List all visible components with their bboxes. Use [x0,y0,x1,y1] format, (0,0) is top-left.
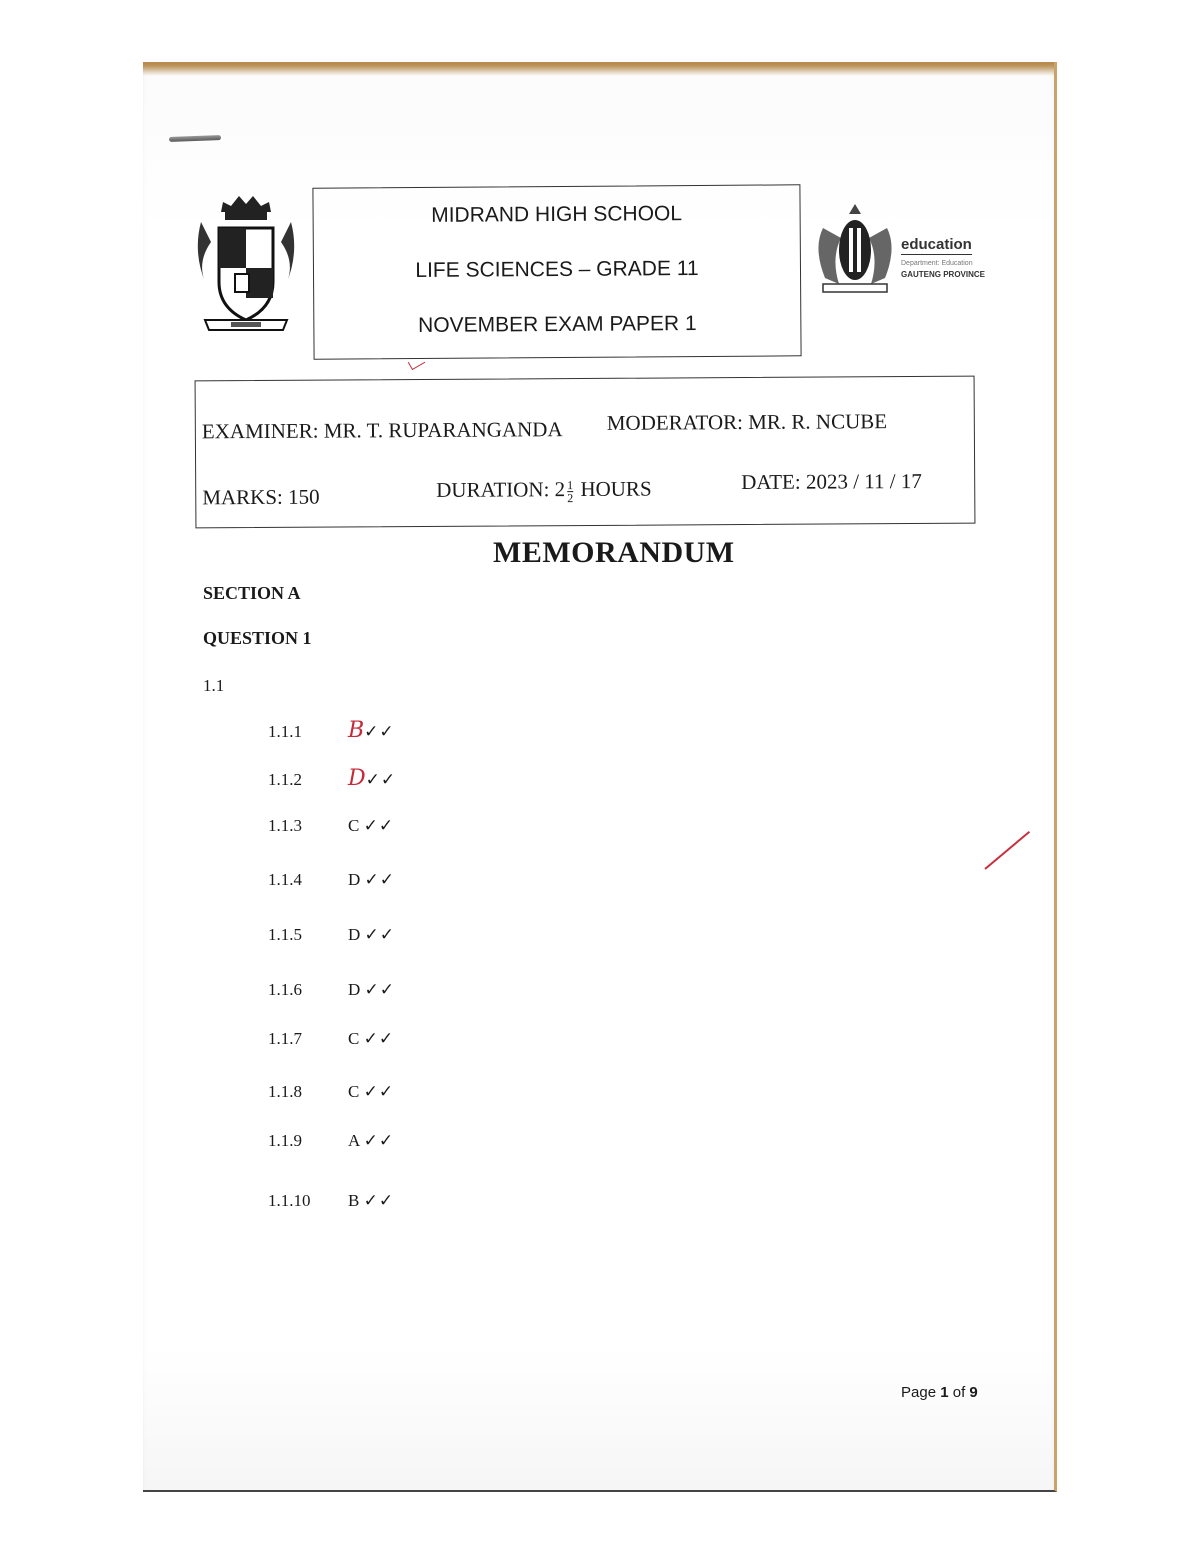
answer-letter: C [348,1029,360,1048]
answer-row [268,718,395,743]
answer-letter: C [348,816,360,835]
question-number: 1.1.2 [268,770,302,789]
answer-row [268,1082,394,1102]
question-number: 1.1.6 [268,980,302,999]
exam-info-box [195,376,976,529]
question-heading: QUESTION 1 [203,628,312,648]
answer-letter: B [348,718,365,743]
answer-row [268,766,396,791]
exam-page [143,62,1057,1492]
memorandum-title: MEMORANDUM [493,536,735,569]
examiner: EXAMINER: MR. T. RUPARANGANDA [201,417,563,444]
tick-marks: ✓✓ [363,1191,395,1210]
answer-letter: D [348,925,361,944]
tick-marks: ✓✓ [364,722,395,741]
tick-marks: ✓✓ [364,870,396,889]
question-number: 1.1.8 [268,1082,302,1101]
education-logo-text: education [901,236,972,253]
education-logo-subtitle: Department: Education [901,260,973,267]
answer-letter: C [348,1082,360,1101]
subquestion-number: 1.1 [203,676,225,695]
question-number: 1.1.3 [268,816,302,835]
tick-marks: ✓✓ [363,1029,395,1048]
paper-title: NOVEMBER EXAM PAPER 1 [418,312,697,337]
tick-marks: ✓✓ [363,816,395,835]
answer-row [268,1191,394,1211]
duration [436,477,652,505]
page-current: 1 [940,1384,949,1401]
duration-unit: HOURS [580,476,652,502]
answer-row [268,816,394,836]
section-heading: SECTION A [203,583,301,603]
question-number: 1.1.1 [268,722,302,741]
answer-letter: A [348,1131,360,1150]
school-crest-icon [191,182,301,332]
answer-row [268,1029,394,1049]
question-number: 1.1.5 [268,925,302,944]
page-of: of [952,1384,966,1401]
answer-row [268,870,395,890]
title-box [312,184,801,359]
question-number: 1.1.7 [268,1029,302,1048]
tick-marks: ✓✓ [365,770,397,789]
answer-letter: D [348,870,361,889]
answer-row [268,980,395,1000]
tick-marks: ✓✓ [364,980,396,999]
page-number [901,1384,978,1401]
tick-marks: ✓✓ [363,1082,395,1101]
duration-label: DURATION: 2 [436,477,566,502]
answer-row [268,1131,394,1151]
school-name: MIDRAND HIGH SCHOOL [431,202,683,227]
question-number: 1.1.9 [268,1131,302,1150]
education-logo-province: GAUTENG PROVINCE [901,270,986,279]
subject-title: LIFE SCIENCES – GRADE 11 [415,257,699,282]
tick-marks: ✓✓ [364,925,396,944]
answer-row [268,925,395,945]
fraction-denominator: 2 [567,490,574,505]
page-total: 9 [969,1384,978,1401]
red-pen-stroke [984,831,1030,870]
answer-letter: B [348,1191,360,1210]
moderator: MODERATOR: MR. R. NCUBE [606,409,888,435]
question-number: 1.1.10 [268,1191,311,1210]
duration-fraction [567,479,573,504]
answer-letter: D [348,766,366,791]
marks: MARKS: 150 [202,484,320,510]
page-word: Page [901,1384,937,1401]
paper-top-edge [143,62,1054,76]
fraction-numerator: 1 [567,477,574,492]
question-number: 1.1.4 [268,870,302,889]
exam-date: DATE: 2023 / 11 / 17 [741,468,922,495]
answer-letter: D [348,980,361,999]
tick-marks: ✓✓ [363,1131,395,1150]
staple-icon [169,135,221,142]
